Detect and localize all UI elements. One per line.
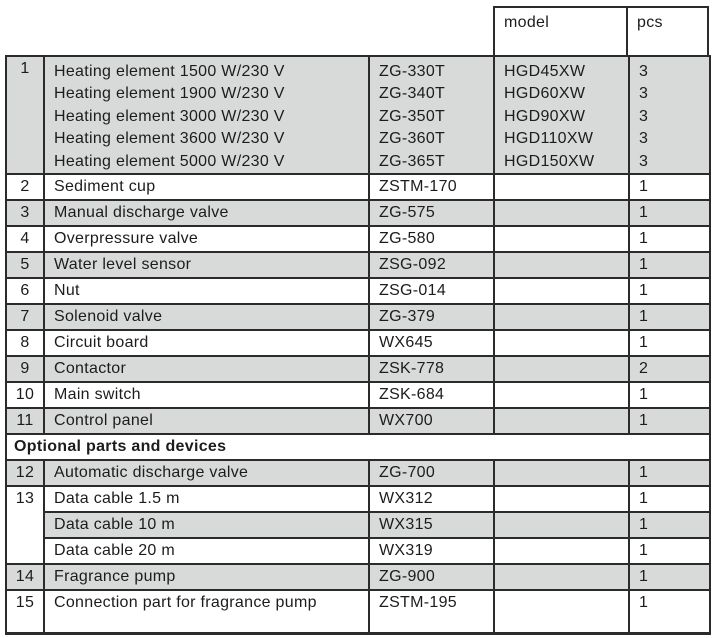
model-column-header: model bbox=[493, 6, 628, 55]
table-row bbox=[6, 200, 710, 226]
pcs-cell: 1 bbox=[629, 382, 710, 408]
description-cell: Manual discharge valve bbox=[44, 200, 369, 226]
description-cell: Main switch bbox=[44, 382, 369, 408]
model-cell bbox=[494, 564, 629, 590]
part-code-cell bbox=[369, 56, 494, 174]
row-number-cell: 1 bbox=[6, 56, 44, 174]
part-code-cell: WX700 bbox=[369, 408, 494, 434]
pcs-line: 3 bbox=[639, 107, 649, 125]
part-code-line: ZG-330T bbox=[379, 63, 446, 80]
model-cell bbox=[494, 304, 629, 330]
pcs-cell: 1 bbox=[629, 174, 710, 200]
part-code-line: ZG-340T bbox=[379, 85, 446, 103]
model-line: HGD90XW bbox=[504, 107, 586, 125]
description-line: Heating element 5000 W/230 V bbox=[54, 152, 285, 170]
model-cell bbox=[494, 512, 629, 538]
row-number-cell: 7 bbox=[6, 304, 44, 330]
table-row bbox=[6, 408, 710, 434]
section-header-label: Optional parts and devices bbox=[6, 434, 710, 460]
pcs-cell: 1 bbox=[629, 330, 710, 356]
model-cell bbox=[494, 226, 629, 252]
description-cell: Contactor bbox=[44, 356, 369, 382]
pcs-line: 3 bbox=[639, 63, 649, 80]
part-code-cell: WX312 bbox=[369, 486, 494, 512]
pcs-cell: 1 bbox=[629, 460, 710, 486]
table-row bbox=[6, 460, 710, 486]
table-row bbox=[6, 330, 710, 356]
table-row bbox=[6, 564, 710, 590]
model-cell bbox=[494, 330, 629, 356]
pcs-cell: 1 bbox=[629, 278, 710, 304]
table-row bbox=[6, 278, 710, 304]
model-cell bbox=[494, 408, 629, 434]
description-cell: Circuit board bbox=[44, 330, 369, 356]
description-cell: Sediment cup bbox=[44, 174, 369, 200]
parts-table bbox=[5, 55, 711, 635]
model-cell bbox=[494, 252, 629, 278]
pcs-column-header: pcs bbox=[628, 6, 709, 55]
description-cell: Control panel bbox=[44, 408, 369, 434]
model-cell bbox=[494, 174, 629, 200]
pcs-cell: 1 bbox=[629, 538, 710, 564]
part-code-cell: ZG-379 bbox=[369, 304, 494, 330]
part-code-cell: ZSK-684 bbox=[369, 382, 494, 408]
row-number-cell: 8 bbox=[6, 330, 44, 356]
row-number-cell: 4 bbox=[6, 226, 44, 252]
table-row bbox=[6, 590, 710, 634]
pcs-cell: 1 bbox=[629, 590, 710, 634]
table-row bbox=[6, 252, 710, 278]
row-number-cell: 14 bbox=[6, 564, 44, 590]
pcs-cell: 1 bbox=[629, 486, 710, 512]
pcs-cell: 1 bbox=[629, 200, 710, 226]
pcs-cell bbox=[629, 56, 710, 174]
part-code-line: ZG-350T bbox=[379, 107, 446, 125]
description-cell: Solenoid valve bbox=[44, 304, 369, 330]
part-code-line: ZG-360T bbox=[379, 130, 446, 148]
description-cell: Nut bbox=[44, 278, 369, 304]
part-code-cell: ZSK-778 bbox=[369, 356, 494, 382]
part-code-cell: WX645 bbox=[369, 330, 494, 356]
table-row bbox=[6, 486, 710, 512]
row-number-cell: 3 bbox=[6, 200, 44, 226]
row-number-cell: 12 bbox=[6, 460, 44, 486]
row-number-cell: 6 bbox=[6, 278, 44, 304]
description-cell: Overpressure valve bbox=[44, 226, 369, 252]
model-cell bbox=[494, 200, 629, 226]
pcs-line: 3 bbox=[639, 130, 649, 148]
model-cell bbox=[494, 56, 629, 174]
table-row bbox=[6, 356, 710, 382]
part-code-cell: ZSG-092 bbox=[369, 252, 494, 278]
pcs-cell: 1 bbox=[629, 408, 710, 434]
description-line: Heating element 1900 W/230 V bbox=[54, 85, 285, 103]
model-cell bbox=[494, 590, 629, 634]
row-number-cell: 11 bbox=[6, 408, 44, 434]
pcs-cell: 1 bbox=[629, 512, 710, 538]
description-line: Heating element 1500 W/230 V bbox=[54, 63, 285, 80]
part-code-cell: ZSG-014 bbox=[369, 278, 494, 304]
description-cell: Water level sensor bbox=[44, 252, 369, 278]
part-code-cell: ZSTM-195 bbox=[369, 590, 494, 634]
row-number-cell: 10 bbox=[6, 382, 44, 408]
description-line: Heating element 3600 W/230 V bbox=[54, 130, 285, 148]
table-row bbox=[6, 174, 710, 200]
table-subrow bbox=[6, 538, 710, 564]
row-number-cell: 15 bbox=[6, 590, 44, 634]
model-line: HGD60XW bbox=[504, 85, 586, 103]
part-code-cell: WX319 bbox=[369, 538, 494, 564]
pcs-cell: 1 bbox=[629, 304, 710, 330]
description-cell: Data cable 1.5 m bbox=[44, 486, 369, 512]
description-cell bbox=[44, 56, 369, 174]
model-cell bbox=[494, 382, 629, 408]
row-number-cell: 2 bbox=[6, 174, 44, 200]
pcs-cell: 1 bbox=[629, 226, 710, 252]
part-code-line: ZG-365T bbox=[379, 152, 446, 170]
model-cell bbox=[494, 486, 629, 512]
pcs-line: 3 bbox=[639, 85, 649, 103]
model-line: HGD110XW bbox=[504, 130, 594, 148]
table-subrow bbox=[6, 512, 710, 538]
section-header-row bbox=[6, 434, 710, 460]
part-code-cell: WX315 bbox=[369, 512, 494, 538]
description-cell: Data cable 10 m bbox=[44, 512, 369, 538]
pcs-cell: 1 bbox=[629, 252, 710, 278]
description-cell: Connection part for fragrance pump bbox=[44, 590, 369, 634]
table-row bbox=[6, 226, 710, 252]
model-cell bbox=[494, 356, 629, 382]
model-line: HGD45XW bbox=[504, 63, 586, 80]
table-row bbox=[6, 382, 710, 408]
part-code-cell: ZG-900 bbox=[369, 564, 494, 590]
model-cell bbox=[494, 278, 629, 304]
description-cell: Automatic discharge valve bbox=[44, 460, 369, 486]
pcs-cell: 1 bbox=[629, 564, 710, 590]
part-code-cell: ZG-575 bbox=[369, 200, 494, 226]
pcs-line: 3 bbox=[639, 152, 649, 170]
description-cell: Data cable 20 m bbox=[44, 538, 369, 564]
table-row bbox=[6, 56, 710, 174]
part-code-cell: ZG-580 bbox=[369, 226, 494, 252]
part-code-cell: ZSTM-170 bbox=[369, 174, 494, 200]
table-header-row bbox=[493, 6, 709, 55]
model-cell bbox=[494, 460, 629, 486]
pcs-cell: 2 bbox=[629, 356, 710, 382]
description-line: Heating element 3000 W/230 V bbox=[54, 107, 285, 125]
description-cell: Fragrance pump bbox=[44, 564, 369, 590]
model-line: HGD150XW bbox=[504, 152, 595, 170]
table-row bbox=[6, 304, 710, 330]
row-number-cell: 5 bbox=[6, 252, 44, 278]
part-code-cell: ZG-700 bbox=[369, 460, 494, 486]
row-number-cell: 9 bbox=[6, 356, 44, 382]
model-cell bbox=[494, 538, 629, 564]
row-number-cell: 13 bbox=[6, 486, 44, 564]
